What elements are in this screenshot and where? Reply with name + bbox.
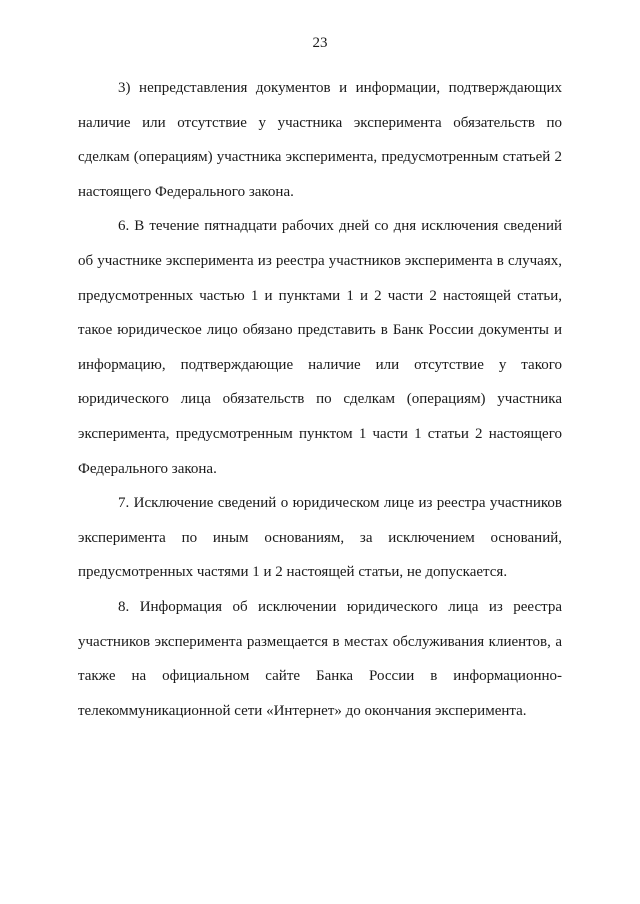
paragraph-item-6: 6. В течение пятнадцати рабочих дней со дня исключения сведений об участнике эксперимента из реестра участников эксперимента в случаях, предусмотренных частью 1 и пунктами 1 и 2 части 2 настоящей статьи, такое юридическое лицо обязано представить в Банк России документы и информацию, подтверждающие наличие или отсутствие у такого юридического лица обязательств по сделкам (операциям) участника эксперимента, предусмотренным пунктом 1 части 1 статьи 2 настоящего Федерального закона.: [78, 218, 562, 477]
paragraph-item-3: 3) непредставления документов и информации, подтверждающих наличие или отсутствие у участника эксперимента обязательств по сделкам (операциям) участника эксперимента, предусмотренным статьей 2 настоящего Федерального закона.: [78, 80, 562, 200]
page-number: 23: [312, 35, 328, 51]
paragraph-item-7: 7. Исключение сведений о юридическом лице из реестра участников эксперимента по иным основаниям, за исключением оснований, предусмотренных частями 1 и 2 настоящей статьи, не допускается.: [78, 495, 562, 581]
paragraph-item-8: 8. Информация об исключении юридического лица из реестра участников эксперимента размещается в местах обслуживания клиентов, а также на официальном сайте Банка России в информационно-телекоммуникационной сети «Интернет» до окончания эксперимента.: [78, 598, 562, 719]
document-body: [78, 71, 562, 728]
